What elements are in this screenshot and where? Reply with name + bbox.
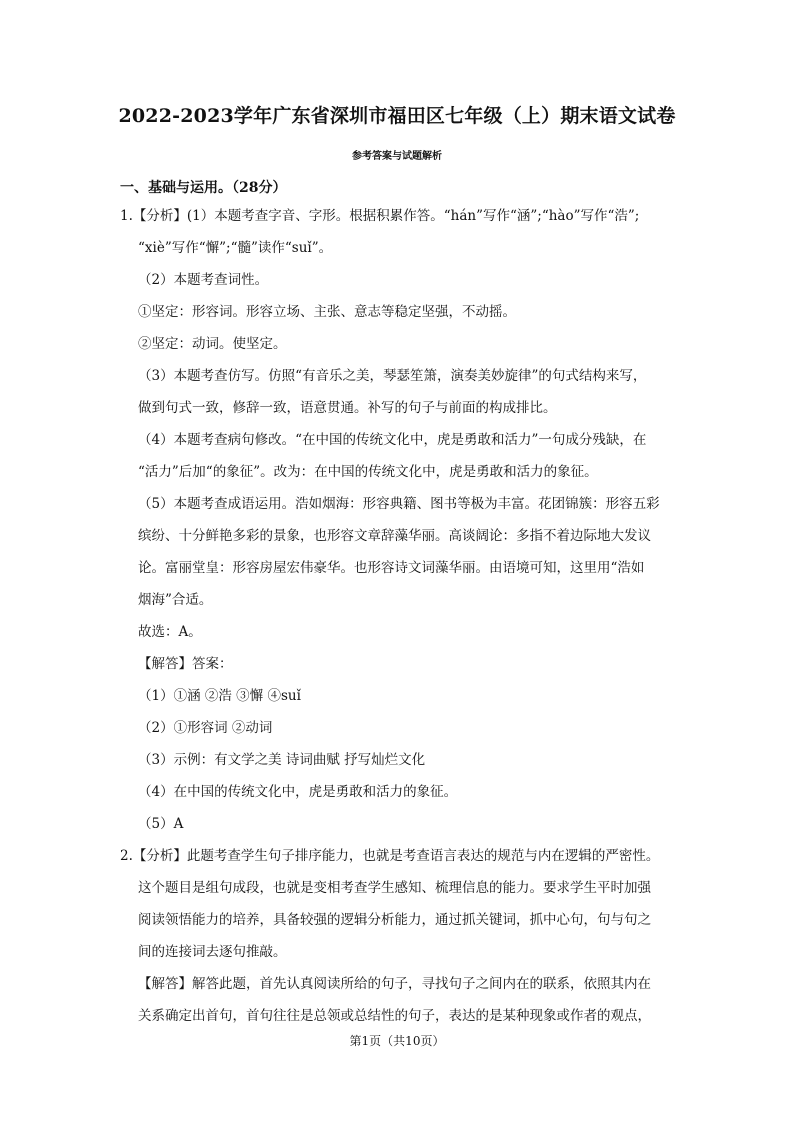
text-line: ②坚定：动词。使坚定。 [138, 336, 287, 352]
text-line: （3）本题考查仿写。仿照“有音乐之美，琴瑟笙箫，演奏美妙旋律”的句式结构来写， [138, 368, 647, 384]
page-subtitle: 参考答案与试题解析 [352, 151, 442, 162]
text-line: （5）本题考查成语运用。浩如烟海：形容典籍、图书等极为丰富。花团锦簇：形容五彩 [138, 496, 660, 512]
text-line: ①坚定：形容词。形容立场、主张、意志等稳定坚强，不动摇。 [138, 304, 516, 320]
text-line: （5）A [138, 816, 184, 832]
text-line: （2）①形容词 ②动词 [138, 720, 273, 736]
text-line: 这个题目是组句成段，也就是变相考查学生感知、梳理信息的能力。要求学生平时加强 [138, 880, 651, 896]
text-line: 论。富丽堂皇：形容房屋宏伟豪华。也形容诗文词藻华丽。由语境可知，这里用“浩如 [138, 560, 645, 576]
text-line: 关系确定出首句，首句往往是总领或总结性的句子，表达的是某种现象或作者的观点， [138, 1008, 651, 1024]
text-line: 【解答】解答此题，首先认真阅读所给的句子，寻找句子之间内在的联系，依照其内在 [138, 976, 651, 992]
page-footer: 第1页（共10页） [349, 1034, 445, 1048]
page-title: 2022-2023学年广东省深圳市福田区七年级（上）期末语文试卷 [118, 105, 676, 127]
text-line: 2.【分析】此题考查学生句子排序能力，也就是考查语言表达的规范与内在逻辑的严密性。 [120, 848, 660, 864]
text-line: （4）在中国的传统文化中，虎是勇敢和活力的象征。 [138, 784, 458, 800]
text-line: 做到句式一致，修辞一致，语意贯通。补写的句子与前面的构成排比。 [138, 400, 557, 416]
text-line: 烟海”合适。 [138, 592, 213, 608]
text-line: 故选：A。 [138, 624, 202, 640]
text-line: “xiè”写作“懈”;“髓”读作“suǐ”。 [138, 240, 333, 256]
text-line: （1）①涵 ②浩 ③懈 ④suǐ [138, 688, 301, 704]
text-line: 间的连接词去逐句推敲。 [138, 944, 287, 960]
text-line: “活力”后加“的象征”。改为：在中国的传统文化中，虎是勇敢和活力的象征。 [138, 464, 598, 480]
text-line: 缤纷、十分鲜艳多彩的景象，也形容文章辞藻华丽。高谈阔论：多指不着边际地大发议 [138, 528, 651, 544]
text-line: 【解答】答案： [138, 656, 233, 672]
text-line: 1.【分析】(1）本题考查字音、字形。根据积累作答。“hán”写作“涵”;“hào”写作“浩”; [120, 208, 640, 224]
section-heading: 一、基础与运用。（28分） [120, 180, 287, 196]
text-line: 阅读领悟能力的培养，具备较强的逻辑分析能力，通过抓关键词，抓中心句，句与句之 [138, 912, 651, 928]
text-line: （3）示例：有文学之美 诗词曲赋 抒写灿烂文化 [138, 752, 426, 768]
text-line: （4）本题考查病句修改。“在中国的传统文化中，虎是勇敢和活力”一句成分残缺，在 [138, 432, 647, 448]
text-line: （2）本题考查词性。 [138, 272, 269, 288]
